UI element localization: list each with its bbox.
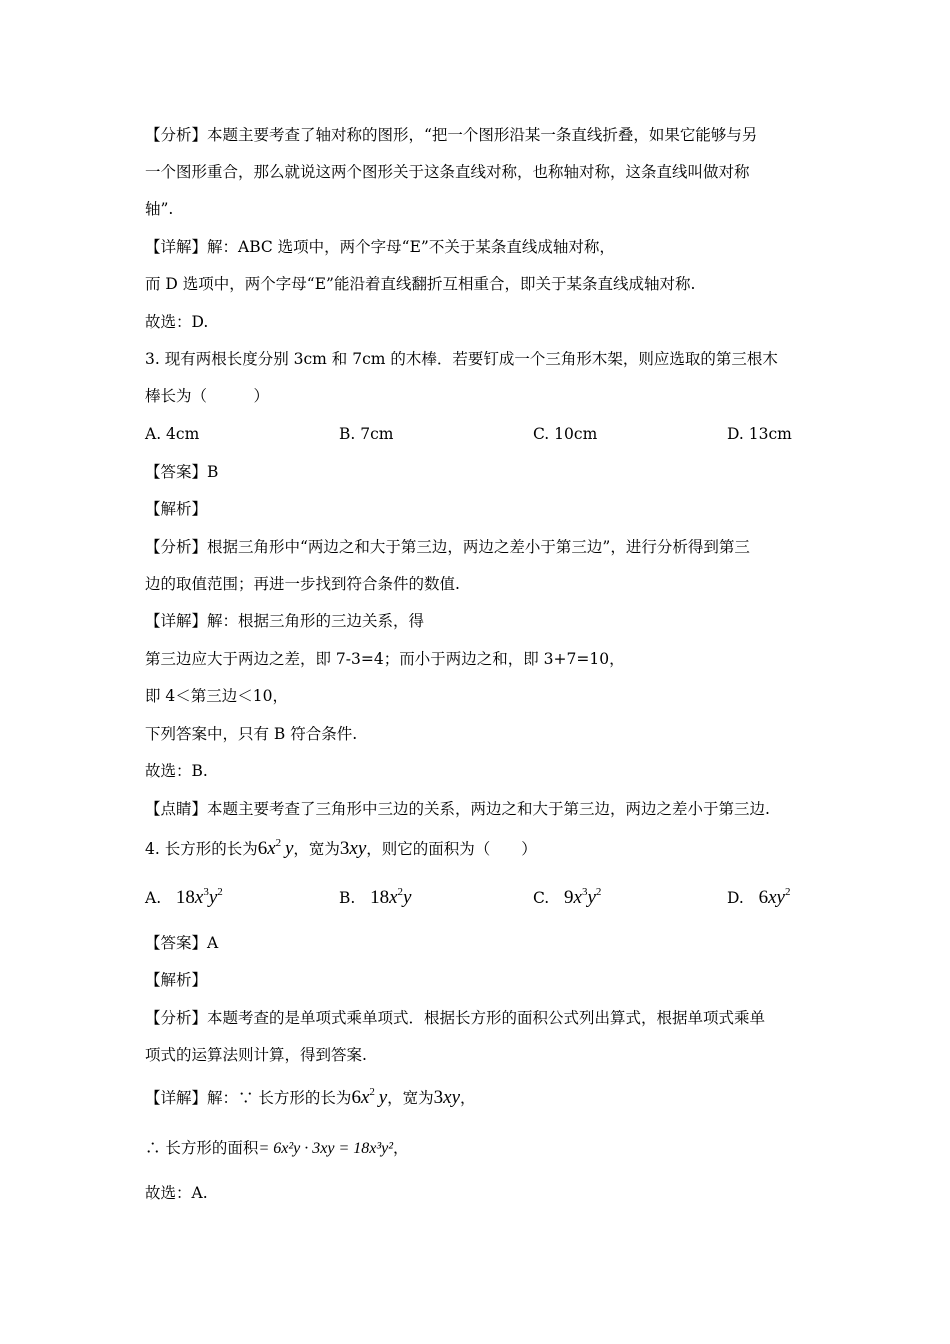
- q4-detail-line: 【详解】解：∵ 长方形的长为$6x^2$ y，宽为3xy，: [145, 1086, 476, 1108]
- q3-option-b: B. 7cm: [339, 425, 394, 443]
- q4-stem-prefix: 4. 长方形的长为: [145, 840, 258, 858]
- q2-detail-line-1: 【详解】解：ABC 选项中，两个字母“E”不关于某条直线成轴对称，: [145, 238, 615, 256]
- q4-answer: 【答案】A: [145, 934, 219, 952]
- q3-detail-line-4: 下列答案中，只有 B 符合条件.: [145, 725, 358, 743]
- q4-option-d: D. $6xy^2$: [727, 886, 791, 908]
- q2-analysis-line-3: 轴”.: [145, 200, 174, 218]
- q4-choose: 故选：A.: [145, 1184, 208, 1202]
- q3-analysis-line-1: 【分析】根据三角形中“两边之和大于第三边，两边之差小于第三边”，进行分析得到第三: [145, 538, 750, 556]
- q4-area-expr: = 6x²y · 3xy = 18x³y²: [258, 1140, 394, 1157]
- q4-stem-suffix: ，则它的面积为（ ）: [366, 840, 537, 858]
- q3-options: [145, 424, 805, 448]
- q2-analysis-line-2: 一个图形重合，那么就说这两个图形关于这条直线对称，也称轴对称，这条直线叫做对称: [145, 163, 750, 181]
- q4-detail-length-expr: $6x^2$ y: [351, 1086, 388, 1108]
- q3-stem-line-1: 3. 现有两根长度分别 3cm 和 7cm 的木棒．若要钉成一个三角形木架，则应选取的第三根木: [145, 350, 778, 368]
- q4-width-expr: 3xy: [339, 838, 367, 859]
- q3-option-d: D. 13cm: [727, 425, 792, 443]
- q3-detail-line-3: 即 4＜第三边＜10，: [145, 687, 289, 705]
- q4-length-expr: $6x^2$ y: [257, 837, 294, 859]
- q2-choose: 故选：D.: [145, 313, 209, 331]
- q3-stem-line-2: 棒长为（ ）: [145, 387, 270, 405]
- q2-detail-line-2: 而 D 选项中，两个字母“E”能沿着直线翻折互相重合，即关于某条直线成轴对称.: [145, 275, 696, 293]
- q3-detail-line-2: 第三边应大于两边之差，即 7-3=4；而小于两边之和，即 3+7=10，: [145, 650, 625, 668]
- q3-option-a: A. 4cm: [145, 425, 200, 443]
- q4-detail-width-expr: 3xy: [433, 1087, 461, 1108]
- q3-choose: 故选：B.: [145, 762, 208, 780]
- q3-comment: 【点睛】本题主要考查了三角形中三边的关系，两边之和大于第三边，两边之差小于第三边.: [145, 800, 770, 818]
- q2-analysis-line-1: 【分析】本题主要考查了轴对称的图形，“把一个图形沿某一条直线折叠，如果它能够与另: [145, 126, 758, 144]
- q4-analysis-line-2: 项式的运算法则计算，得到答案.: [145, 1046, 367, 1064]
- q4-analysis-line-1: 【分析】本题考查的是单项式乘单项式．根据长方形的面积公式列出算式，根据单项式乘单: [145, 1009, 766, 1027]
- q4-stem-mid: ，宽为: [293, 840, 340, 858]
- q3-jiexi: 【解析】: [145, 500, 208, 518]
- q4-jiexi: 【解析】: [145, 971, 208, 989]
- q4-stem: [145, 839, 537, 859]
- q3-answer: 【答案】B: [145, 463, 219, 481]
- q4-option-c: C. $9x^3y^2$: [533, 886, 602, 908]
- q4-therefore-line: ∴ 长方形的面积= 6x²y · 3xy = 18x³y²，: [145, 1139, 409, 1157]
- q3-option-c: C. 10cm: [533, 425, 598, 443]
- q4-option-b: B. $18x^2y$: [339, 886, 412, 908]
- q4-option-a: A. $18x^3y^2$: [145, 886, 223, 908]
- q3-detail-line-1: 【详解】解：根据三角形的三边关系，得: [145, 612, 425, 630]
- q3-analysis-line-2: 边的取值范围；再进一步找到符合条件的数值.: [145, 575, 460, 593]
- q4-options: [145, 888, 805, 912]
